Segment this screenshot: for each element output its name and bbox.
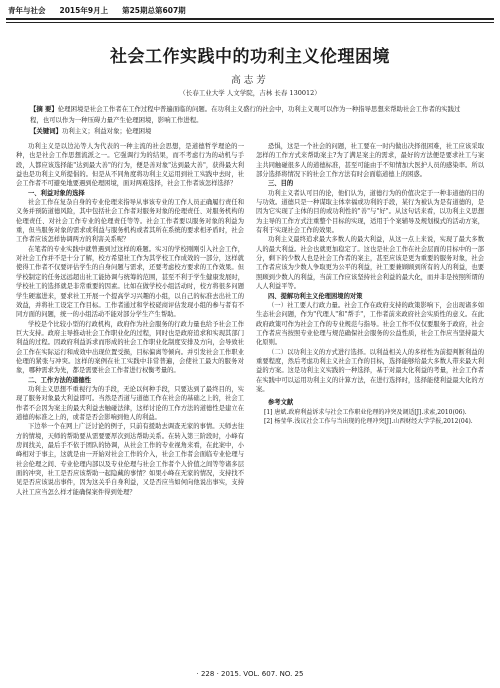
body-paragraph: 在笔者的专业实践中就曾遇到过这样的难题。实习的学校刚刚引入社会工作，对社会工作并不是十分了解，校方希望社工作为其学校工作成效的一部分，这样就使得工作者不仅要评估学生的自身问题与需求，还要考虑校方要求的工作效果。但学校制定的任务远远超出社工能协调与统筹的范围，甚至不利于学生健康发展时，学校社工的选择就是非常重要的因素。比如在做学校小组活动时，校方将很多问题学生硬塞进来，要求社工开展一个提高学习兴趣的小组，以自己的标准去出社工的效益，并将社工设定工作目标。工作者通过和学校磋商评估发现小组的参与者有不同方面的问题，统一的小组活动不能对部分学生产生帮助。	[16, 245, 244, 319]
author: 高志芳	[231, 75, 269, 86]
section-heading: 二、工作方法的道德性	[28, 376, 91, 384]
journal-header	[8, 5, 492, 16]
body-paragraph: 功利主义思想不重视行为的手段，无论以何种手段，只要达到了最终目的，实现了服务对象最大利益即可。当然是否道与道德工作在社会的基础之上的，社会工作者不会因为案主的最大利益去触碰法律，这样讨论的工作方法的道德性是建立在道德的标准之上的，或者是否会影响到他人的利益。	[16, 385, 244, 421]
body-paragraph: （二）以功利主义的方式进行选择。以利益相关人的多样性为前提判断利益的重要程度，然后考虑功利主义社会工作的目标，选择能够给最大多数人带来最大利益的方案。这是功利主义实践的一种选择，基于对最大化利益的考量，社会工作者在实践中可以运用功利主义的计算方法，在进行选择时，选择能使利益最大化的方案。	[256, 348, 484, 393]
issue-number: 第25期总第607期	[122, 6, 186, 15]
reference-item: [2] 杨莹华.浅议社会工作与当出现的伦理冲突[J].山西财经大学学报,2012(04).	[264, 417, 473, 425]
keywords-label: 【关键词】	[30, 127, 62, 135]
journal-name: 青年与社会	[8, 6, 46, 15]
references-heading: 参考文献	[268, 399, 294, 407]
body-paragraph: 学校是个比较小型的行政机构，政府作为社会服务的行政力量也给予社会工作巨大支持。政府主导推动社会工作职业化的过程，同时也是政府追求和实现其部门利益的过程。因政府利益诉求而形成的社会工作职业化制度安排及方向，会导致社会工作在实际运行和成效中出现位置受损，目标偏离等倾向。并引发社会工作职业伦理的紧张与冲突。这样的案例在社工实践中非常普遍，会使社工最大的服务对象，哪种需求为先，都是需要社会工作者进行权衡考量的。	[16, 320, 244, 375]
issue-date: 2015年9月上	[59, 6, 109, 15]
abstract-label: 【摘 要】	[30, 105, 58, 113]
body-paragraph: 社会工作在复杂自身的专业伦理来指导从事该专业的工作人员正确履行责任和义务并预防道德风险，其中包括社会工作者对服务对象的伦理责任、对服务机构的伦理责任、对社会工作专业的伦理责任等等。社会工作者要以服务对象的利益为重，但当服务对象的需求或利益与服务机构或者其所在系统的要求相矛盾时，社会工作者应该怎样协调两方的利害关系呢？	[16, 199, 244, 244]
abstract	[30, 104, 470, 125]
header-rule-thin	[6, 22, 494, 23]
keywords-text: 功利主义；利益对象；伦理困境	[61, 127, 152, 135]
right-column	[256, 142, 484, 426]
body-paragraph: （一）社工要人行政力量。社会工作在政府支持的政策影响下，会出现诸多如生态社会问题，作为"代理人"和"帮手"，工作者前来政府社会实质性的意义。在此政府政策可作为社会工作的专业规范与指导。社会工作不仅仅要服务于政府，社会工作者应当按照专业伦理与规范确保社会服务的公益性质，社会工作应当坚持最大化原则。	[256, 301, 484, 347]
section-heading: 四、提解功利主义伦理困境的对策	[268, 292, 363, 300]
abstract-text: 伦理困境是社会工作者在工作过程中普遍面临的问题。在功利主义盛行的社会中，功利主义观可以作为一种指导思想来帮助社会工作者的实践过程，也可以作为一种压碍力量产生伦理困境，影响工作进程。	[30, 105, 461, 124]
header-rule-thick	[6, 18, 494, 20]
keywords	[30, 126, 470, 135]
section-heading: 三、目的	[268, 180, 294, 188]
left-column	[16, 142, 244, 497]
article-title: 社会工作实践中的功利主义伦理困境	[110, 47, 390, 67]
section-heading: 一、利益对象的选择	[28, 189, 85, 197]
affiliation: （长春工业大学 人文学院，吉林 长春 130012）	[179, 89, 321, 97]
reference-item: [1] 唐斌.政府利益诉求与社会工作职业伦理的冲突及调适[J].求索,2010(06).	[264, 408, 467, 416]
body-paragraph: 恐惧，这是一个社会的问题，社工要在一时内做出决择很困难，社工应该采取怎样的工作方式来帮助案主?为了满足案主的需求，最好的方法便是要求社工与案主共同触碰很多人的道德标准，甚至可能由于不知情加大医护人员的感染率。所以部分选择将情况下的社会工作方法有时会面临道德上的困惑。	[256, 143, 484, 179]
body-paragraph: 功利主义最终追求最大多数人的最大利益，从这一点上来说，实现了最大多数人的最大利益。社会也就更加稳定了。这也是社会工作在社会层面的目标中的一部分，剩下的少数人也是社会工作者的案主，甚至应该是更为重要的服务对象，社会工作者应该为少数人争取更为公平的利益，社工要兼顾顾到所有的人的利益，也要照顾到少数人的利益，当前工作应该坚持社会利益的最大化，而并非是按照所谓的人人利益平等。	[256, 236, 484, 291]
body-paragraph: 功利主义者认可目的论，他们认为，道德行为的价值决定于一种非道德的目的与功效。道德只是一种谋取主体幸福或功利的手段，某行为被认为是有道德的，是因为它实现了主体的目的或功利性的"善"与"好"。从这句话来看，以功利主义思想为主导的工作方式注重整个目标的实现，适用于个案辅导及规划模式的活动方案，有利于实现社会工作的效果。	[256, 189, 484, 235]
body-paragraph: 功利主义是以边沁等人为代表的一种主流的社会思想，是道德哲学理论的一种，也是社会工作思想流派之一。它强调行为的结果，而不考虑行为的动机与手段，人都应该选择能"达到最大善"的行为，便是善对象"达到最大善"，获得最大利益也是功利主义所提倡的。但是从不同角度将功利主义运用到社工实践中去时，社会工作者不可避免地要遇到伦理困境，面对两难选择，社会工作者该怎样选择？	[16, 143, 244, 188]
body-paragraph: 下边举一个在网上广泛讨论的例子，只前有援助去调查无家的事情。天师去往方的情境，天师的帮助要从需要要厚次到达帮助关系。在转入第三阶段时，小峰有房间找关，最后手不依于团队的协调，从社会工作的专业视角来看，在此案中，小峰相对于事主，这就是由一开始对社会工作的介入，社会工作者会面临专业伦理与社会伦理之间、专业伦理内部以及专业伦理与社会工作者个人价值之间等等诸多层面的冲突，社工是否应该帮助一起隐藏的事情？如果小峰在无家的情况，支持找不见是否应该说出事件，因为这关乎自身利益，又是否应当如何向他说出事实，支持人社工应当怎么样才能确保案件得到处理？	[16, 423, 244, 496]
page-footer: · 228 · 2015. VOL. 607. NO. 25	[196, 670, 304, 678]
